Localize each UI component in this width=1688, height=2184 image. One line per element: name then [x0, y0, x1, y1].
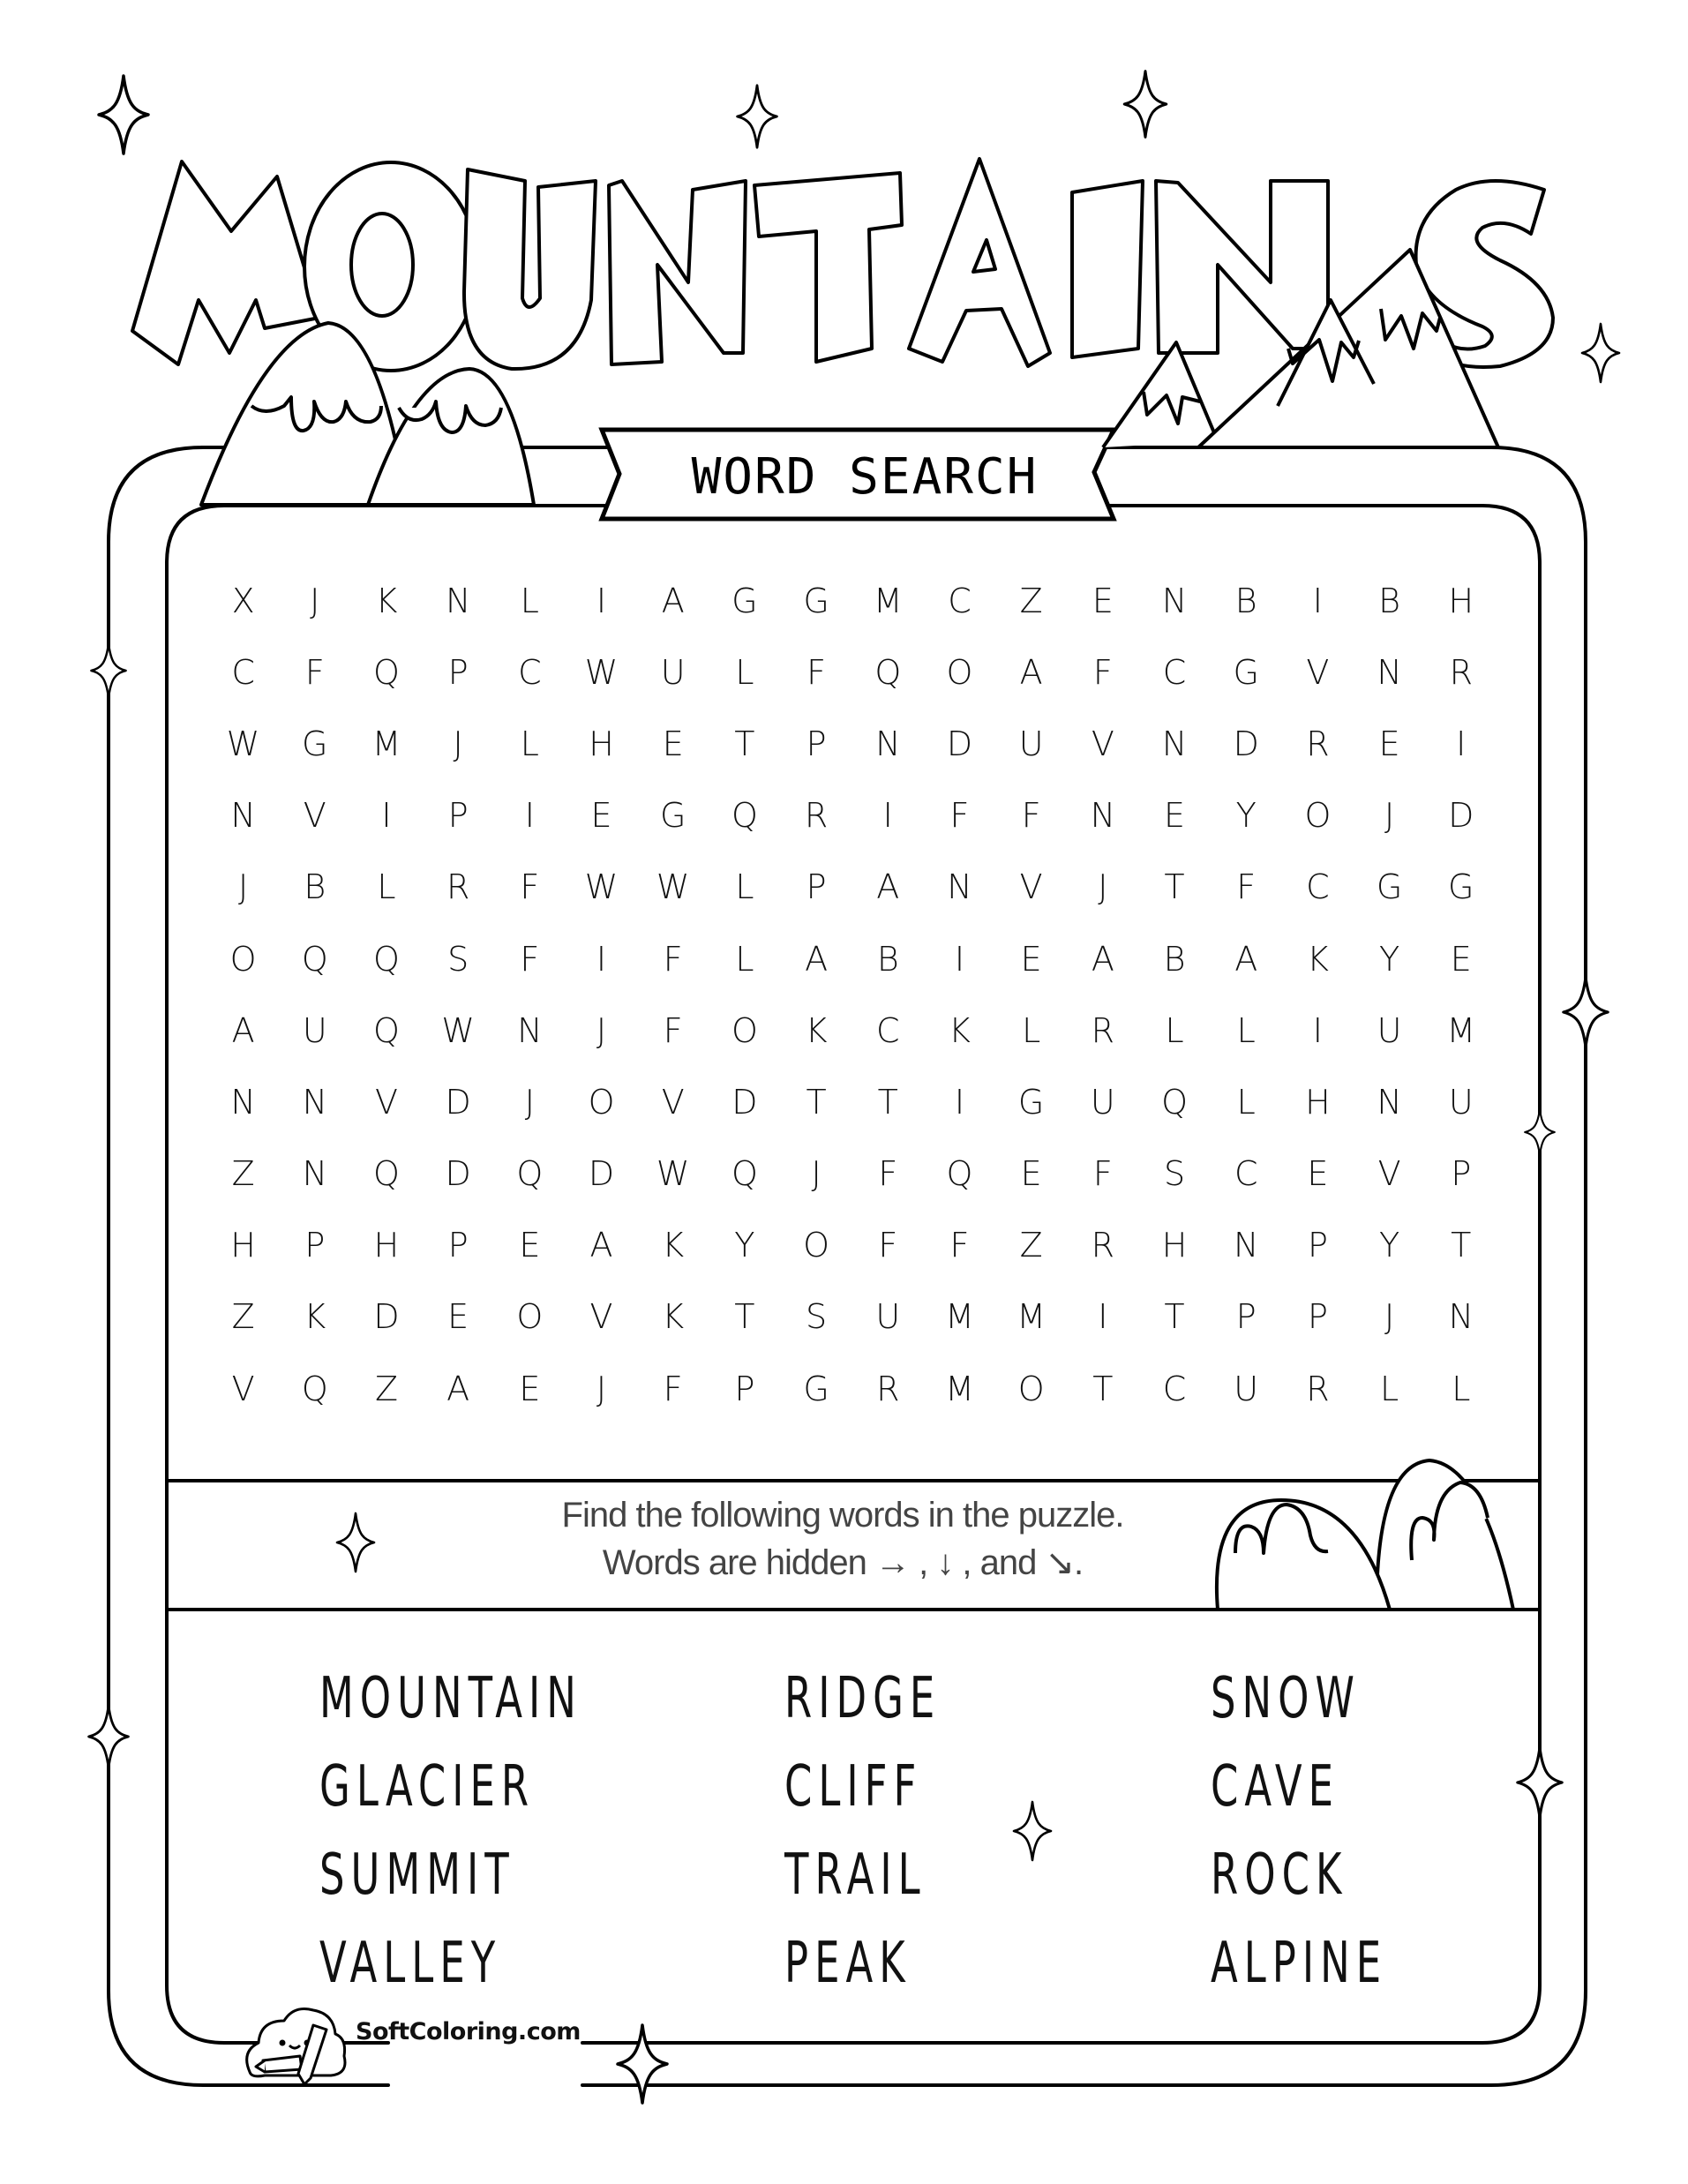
grid-cell: S	[806, 1297, 828, 1337]
grid-cell: L	[377, 867, 396, 907]
grid-cell: Q	[373, 939, 400, 979]
grid-cell: D	[588, 1154, 615, 1194]
grid-cell: L	[1380, 1369, 1399, 1408]
grid-cell: H	[373, 1226, 400, 1265]
grid-cell: R	[1091, 1226, 1115, 1265]
grid-cell: I	[882, 796, 893, 836]
cloud-mascot-logo-icon	[247, 2009, 345, 2085]
grid-cell: G	[659, 796, 686, 836]
word-item: GLACIER	[319, 1754, 536, 1820]
grid-cell: L	[735, 652, 754, 692]
grid-cell: F	[806, 652, 827, 692]
grid-cell: M	[945, 1369, 974, 1408]
grid-cell: O	[1304, 796, 1332, 836]
grid-cell: I	[381, 796, 392, 836]
grid-cell: D	[445, 1154, 471, 1194]
grid-cell: I	[1456, 724, 1467, 763]
grid-cell: Q	[1161, 1082, 1188, 1122]
grid-cell: N	[517, 1010, 543, 1050]
grid-cell: F	[520, 867, 540, 907]
grid-cell: L	[1452, 1369, 1471, 1408]
grid-cell: N	[947, 867, 972, 907]
grid-cell: O	[516, 1297, 544, 1337]
instruction-line-1: Find the following words in the puzzle.	[561, 1496, 1124, 1535]
grid-cell: E	[590, 796, 612, 836]
grid-cell: A	[589, 1226, 613, 1265]
grid-cell: E	[519, 1369, 541, 1408]
grid-cell: J	[811, 1154, 821, 1194]
grid-cell: G	[803, 581, 829, 620]
grid-cell: O	[803, 1226, 830, 1265]
grid-cell: Z	[374, 1369, 398, 1408]
grid-cell: W	[656, 867, 690, 907]
grid-cell: E	[519, 1226, 541, 1265]
grid-cell: Y	[1235, 796, 1257, 836]
grid-cell: F	[949, 1226, 970, 1265]
word-item: ALPINE	[1211, 1931, 1388, 1996]
grid-cell: V	[374, 1082, 398, 1122]
grid-cell: G	[803, 1369, 829, 1408]
grid-cell: P	[447, 652, 469, 692]
grid-cell: P	[447, 1226, 469, 1265]
grid-cell: V	[1019, 867, 1043, 907]
grid-cell: M	[945, 1297, 974, 1337]
grid-cell: Q	[946, 1154, 973, 1194]
grid-cell: X	[231, 581, 255, 620]
grid-cell: R	[1306, 1369, 1330, 1408]
grid-cell: R	[1306, 724, 1330, 763]
grid-cell: L	[520, 581, 539, 620]
grid-cell: M	[371, 724, 401, 763]
grid-cell: U	[660, 652, 686, 692]
grid-cell: Q	[373, 1154, 400, 1194]
grid-cell: V	[1377, 1154, 1401, 1194]
grid-cell: Z	[231, 1297, 255, 1337]
banner-word-search: WORD SEARCH	[691, 447, 1039, 506]
grid-cell: G	[731, 581, 758, 620]
grid-cell: E	[1020, 1154, 1042, 1194]
grid-cell: L	[1236, 1082, 1256, 1122]
grid-cell: Z	[231, 1154, 255, 1194]
grid-cell: Q	[731, 1154, 758, 1194]
grid-cell: P	[447, 796, 469, 836]
grid-cell: U	[875, 1297, 901, 1337]
grid-cell: F	[949, 796, 970, 836]
grid-cell: K	[662, 1226, 685, 1265]
grid-cell: Y	[1378, 1226, 1400, 1265]
grid-cell: J	[524, 1082, 535, 1122]
grid-cell: K	[662, 1297, 685, 1337]
grid-cell: O	[588, 1082, 615, 1122]
grid-cell: Q	[516, 1154, 544, 1194]
instruction-line-2: Words are hidden → , ↓ , and ↘.	[602, 1543, 1084, 1582]
grid-cell: W	[441, 1010, 475, 1050]
grid-cell: A	[446, 1369, 470, 1408]
grid-cell: G	[1448, 867, 1474, 907]
grid-cell: A	[1091, 939, 1114, 979]
word-item: ROCK	[1211, 1843, 1348, 1908]
word-item: RIDGE	[784, 1666, 942, 1731]
grid-cell: A	[231, 1010, 255, 1050]
grid-cell: T	[877, 1082, 898, 1122]
grid-cell: J	[1384, 1297, 1395, 1337]
grid-cell: Z	[1019, 1226, 1043, 1265]
grid-cell: B	[1378, 581, 1401, 620]
grid-cell: P	[1235, 1297, 1257, 1337]
grid-cell: K	[1306, 939, 1329, 979]
grid-cell: N	[1090, 796, 1116, 836]
grid-cell: Q	[301, 939, 328, 979]
grid-cell: U	[1448, 1082, 1474, 1122]
grid-cell: L	[520, 724, 539, 763]
grid-cell: U	[302, 1010, 327, 1050]
grid-cell: M	[1446, 1010, 1476, 1050]
grid-cell: E	[447, 1297, 469, 1337]
grid-cell: N	[230, 1082, 256, 1122]
grid-cell: N	[1161, 581, 1188, 620]
grid-cell: Q	[301, 1369, 328, 1408]
grid-cell: O	[731, 1010, 758, 1050]
grid-cell: E	[1020, 939, 1042, 979]
grid-cell: P	[806, 867, 827, 907]
grid-cell: G	[1017, 1082, 1045, 1122]
grid-cell: K	[304, 1297, 326, 1337]
grid-cell: V	[1306, 652, 1330, 692]
grid-cell: F	[663, 939, 683, 979]
grid-cell: Q	[373, 1010, 400, 1050]
grid-cell: U	[1018, 724, 1044, 763]
grid-cell: I	[1098, 1297, 1108, 1337]
grid-cell: I	[1312, 581, 1324, 620]
grid-cell: B	[304, 867, 326, 907]
grid-cell: Q	[373, 652, 400, 692]
grid-cell: G	[1376, 867, 1403, 907]
mountain-small-right	[1103, 342, 1218, 447]
grid-cell: B	[1163, 939, 1186, 979]
strip-mountains	[1217, 1460, 1513, 1610]
grid-cell: F	[663, 1010, 683, 1050]
grid-cell: H	[230, 1226, 256, 1265]
grid-cell: B	[876, 939, 899, 979]
grid-cell: N	[1234, 1226, 1259, 1265]
grid-cell: V	[1091, 724, 1114, 763]
grid-cell: V	[589, 1297, 613, 1337]
brand-name: SoftColoring.com	[356, 2018, 581, 2045]
grid-cell: S	[447, 939, 469, 979]
grid-cell: P	[1307, 1297, 1328, 1337]
grid-cell: K	[805, 1010, 828, 1050]
grid-cell: C	[948, 581, 972, 620]
grid-cell: R	[876, 1369, 900, 1408]
grid-cell: F	[520, 939, 540, 979]
grid-cell: H	[1161, 1226, 1188, 1265]
grid-cell: A	[661, 581, 685, 620]
grid-cell: D	[445, 1082, 471, 1122]
grid-cell: R	[1091, 1010, 1115, 1050]
grid-cell: J	[1384, 796, 1395, 836]
grid-cell: N	[302, 1154, 327, 1194]
grid-cell: V	[303, 796, 326, 836]
grid-cell: N	[230, 796, 256, 836]
grid-cell: C	[1234, 1154, 1258, 1194]
grid-cell: W	[584, 867, 619, 907]
grid-cell: F	[1092, 1154, 1113, 1194]
grid-cell: L	[1022, 1010, 1041, 1050]
grid-cell: J	[596, 1369, 607, 1408]
grid-cell: S	[1163, 1154, 1186, 1194]
grid-cell: V	[231, 1369, 255, 1408]
grid-cell: N	[1448, 1297, 1474, 1337]
grid-cell: L	[1165, 1010, 1184, 1050]
grid-cell: D	[946, 724, 973, 763]
grid-cell: C	[231, 652, 255, 692]
grid-cell: B	[1234, 581, 1257, 620]
grid-cell: A	[1019, 652, 1043, 692]
grid-cell: U	[1090, 1082, 1115, 1122]
grid-cell: D	[731, 1082, 758, 1122]
grid-cell: I	[596, 939, 607, 979]
grid-cell: A	[1234, 939, 1258, 979]
word-item: CAVE	[1211, 1754, 1340, 1820]
word-item: PEAK	[784, 1931, 912, 1996]
grid-cell: E	[1164, 796, 1186, 836]
grid-cell: H	[1305, 1082, 1331, 1122]
letter-grid	[207, 565, 1497, 1424]
grid-cell: P	[1451, 1154, 1472, 1194]
grid-cell: J	[1098, 867, 1108, 907]
grid-cell: K	[949, 1010, 971, 1050]
grid-cell: Y	[734, 1226, 755, 1265]
grid-cell: T	[1164, 1297, 1185, 1337]
grid-cell: V	[661, 1082, 685, 1122]
grid-cell: E	[1450, 939, 1472, 979]
grid-cell: K	[375, 581, 398, 620]
grid-cell: H	[1448, 581, 1474, 620]
word-item: MOUNTAIN	[319, 1666, 582, 1731]
word-item: TRAIL	[784, 1843, 927, 1908]
word-item: CLIFF	[784, 1754, 923, 1820]
grid-cell: E	[662, 724, 684, 763]
grid-cell: J	[237, 867, 249, 907]
grid-cell: C	[876, 1010, 900, 1050]
grid-cell: O	[229, 939, 257, 979]
grid-cell: Z	[1019, 581, 1043, 620]
grid-cell: P	[304, 1226, 326, 1265]
grid-cell: F	[663, 1369, 683, 1408]
grid-cell: F	[304, 652, 325, 692]
grid-cell: L	[735, 867, 754, 907]
grid-cell: F	[1021, 796, 1041, 836]
grid-cell: I	[1312, 1010, 1324, 1050]
grid-cell: P	[734, 1369, 755, 1408]
grid-cell: J	[310, 581, 320, 620]
grid-cell: W	[584, 652, 619, 692]
grid-cell: N	[875, 724, 901, 763]
grid-cell: U	[1377, 1010, 1402, 1050]
grid-cell: C	[1306, 867, 1330, 907]
grid-cell: N	[445, 581, 471, 620]
grid-cell: L	[1236, 1010, 1256, 1050]
grid-cell: T	[1164, 867, 1185, 907]
grid-cell: N	[1377, 652, 1402, 692]
grid-cell: F	[1236, 867, 1257, 907]
grid-cell: L	[735, 939, 754, 979]
grid-cell: E	[1092, 581, 1114, 620]
grid-cell: P	[806, 724, 827, 763]
grid-cell: T	[806, 1082, 827, 1122]
grid-cell: D	[1448, 796, 1474, 836]
grid-cell: Y	[1378, 939, 1400, 979]
grid-cell: C	[1162, 1369, 1187, 1408]
grid-cell: N	[1161, 724, 1188, 763]
grid-cell: D	[1233, 724, 1259, 763]
grid-cell: J	[453, 724, 463, 763]
grid-cell: Q	[731, 796, 758, 836]
instructions	[494, 1491, 1191, 1587]
grid-cell: O	[1017, 1369, 1045, 1408]
grid-cell: A	[876, 867, 900, 907]
grid-cell: H	[589, 724, 614, 763]
grid-cell: Q	[874, 652, 902, 692]
grid-cell: W	[226, 724, 260, 763]
word-item: SUMMIT	[319, 1843, 515, 1908]
grid-cell: C	[1162, 652, 1187, 692]
word-item: SNOW	[1211, 1666, 1361, 1731]
grid-cell: I	[954, 1082, 965, 1122]
grid-cell: R	[446, 867, 470, 907]
grid-cell: W	[656, 1154, 690, 1194]
grid-cell: E	[1378, 724, 1400, 763]
grid-cell: P	[1307, 1226, 1328, 1265]
grid-cell: N	[1377, 1082, 1402, 1122]
grid-cell: M	[1017, 1297, 1047, 1337]
grid-cell: C	[518, 652, 542, 692]
grid-cell: T	[734, 724, 755, 763]
grid-cell: F	[878, 1226, 898, 1265]
grid-cell: A	[805, 939, 829, 979]
grid-cell: I	[524, 796, 535, 836]
grid-cell: F	[878, 1154, 898, 1194]
grid-cell: T	[734, 1297, 755, 1337]
word-item: VALLEY	[319, 1931, 502, 1996]
grid-cell: O	[946, 652, 973, 692]
grid-cell: G	[302, 724, 328, 763]
grid-cell: I	[596, 581, 607, 620]
grid-cell: E	[1307, 1154, 1329, 1194]
grid-cell: J	[596, 1010, 607, 1050]
grid-cell: R	[804, 796, 829, 836]
grid-cell: I	[954, 939, 965, 979]
grid-cell: R	[1449, 652, 1473, 692]
grid-cell: F	[1092, 652, 1113, 692]
grid-cell: T	[1451, 1226, 1472, 1265]
grid-cell: G	[1233, 652, 1259, 692]
grid-cell: M	[873, 581, 903, 620]
grid-cell: D	[373, 1297, 400, 1337]
grid-cell: N	[302, 1082, 327, 1122]
grid-cell: U	[1234, 1369, 1259, 1408]
grid-cell: T	[1092, 1369, 1114, 1408]
